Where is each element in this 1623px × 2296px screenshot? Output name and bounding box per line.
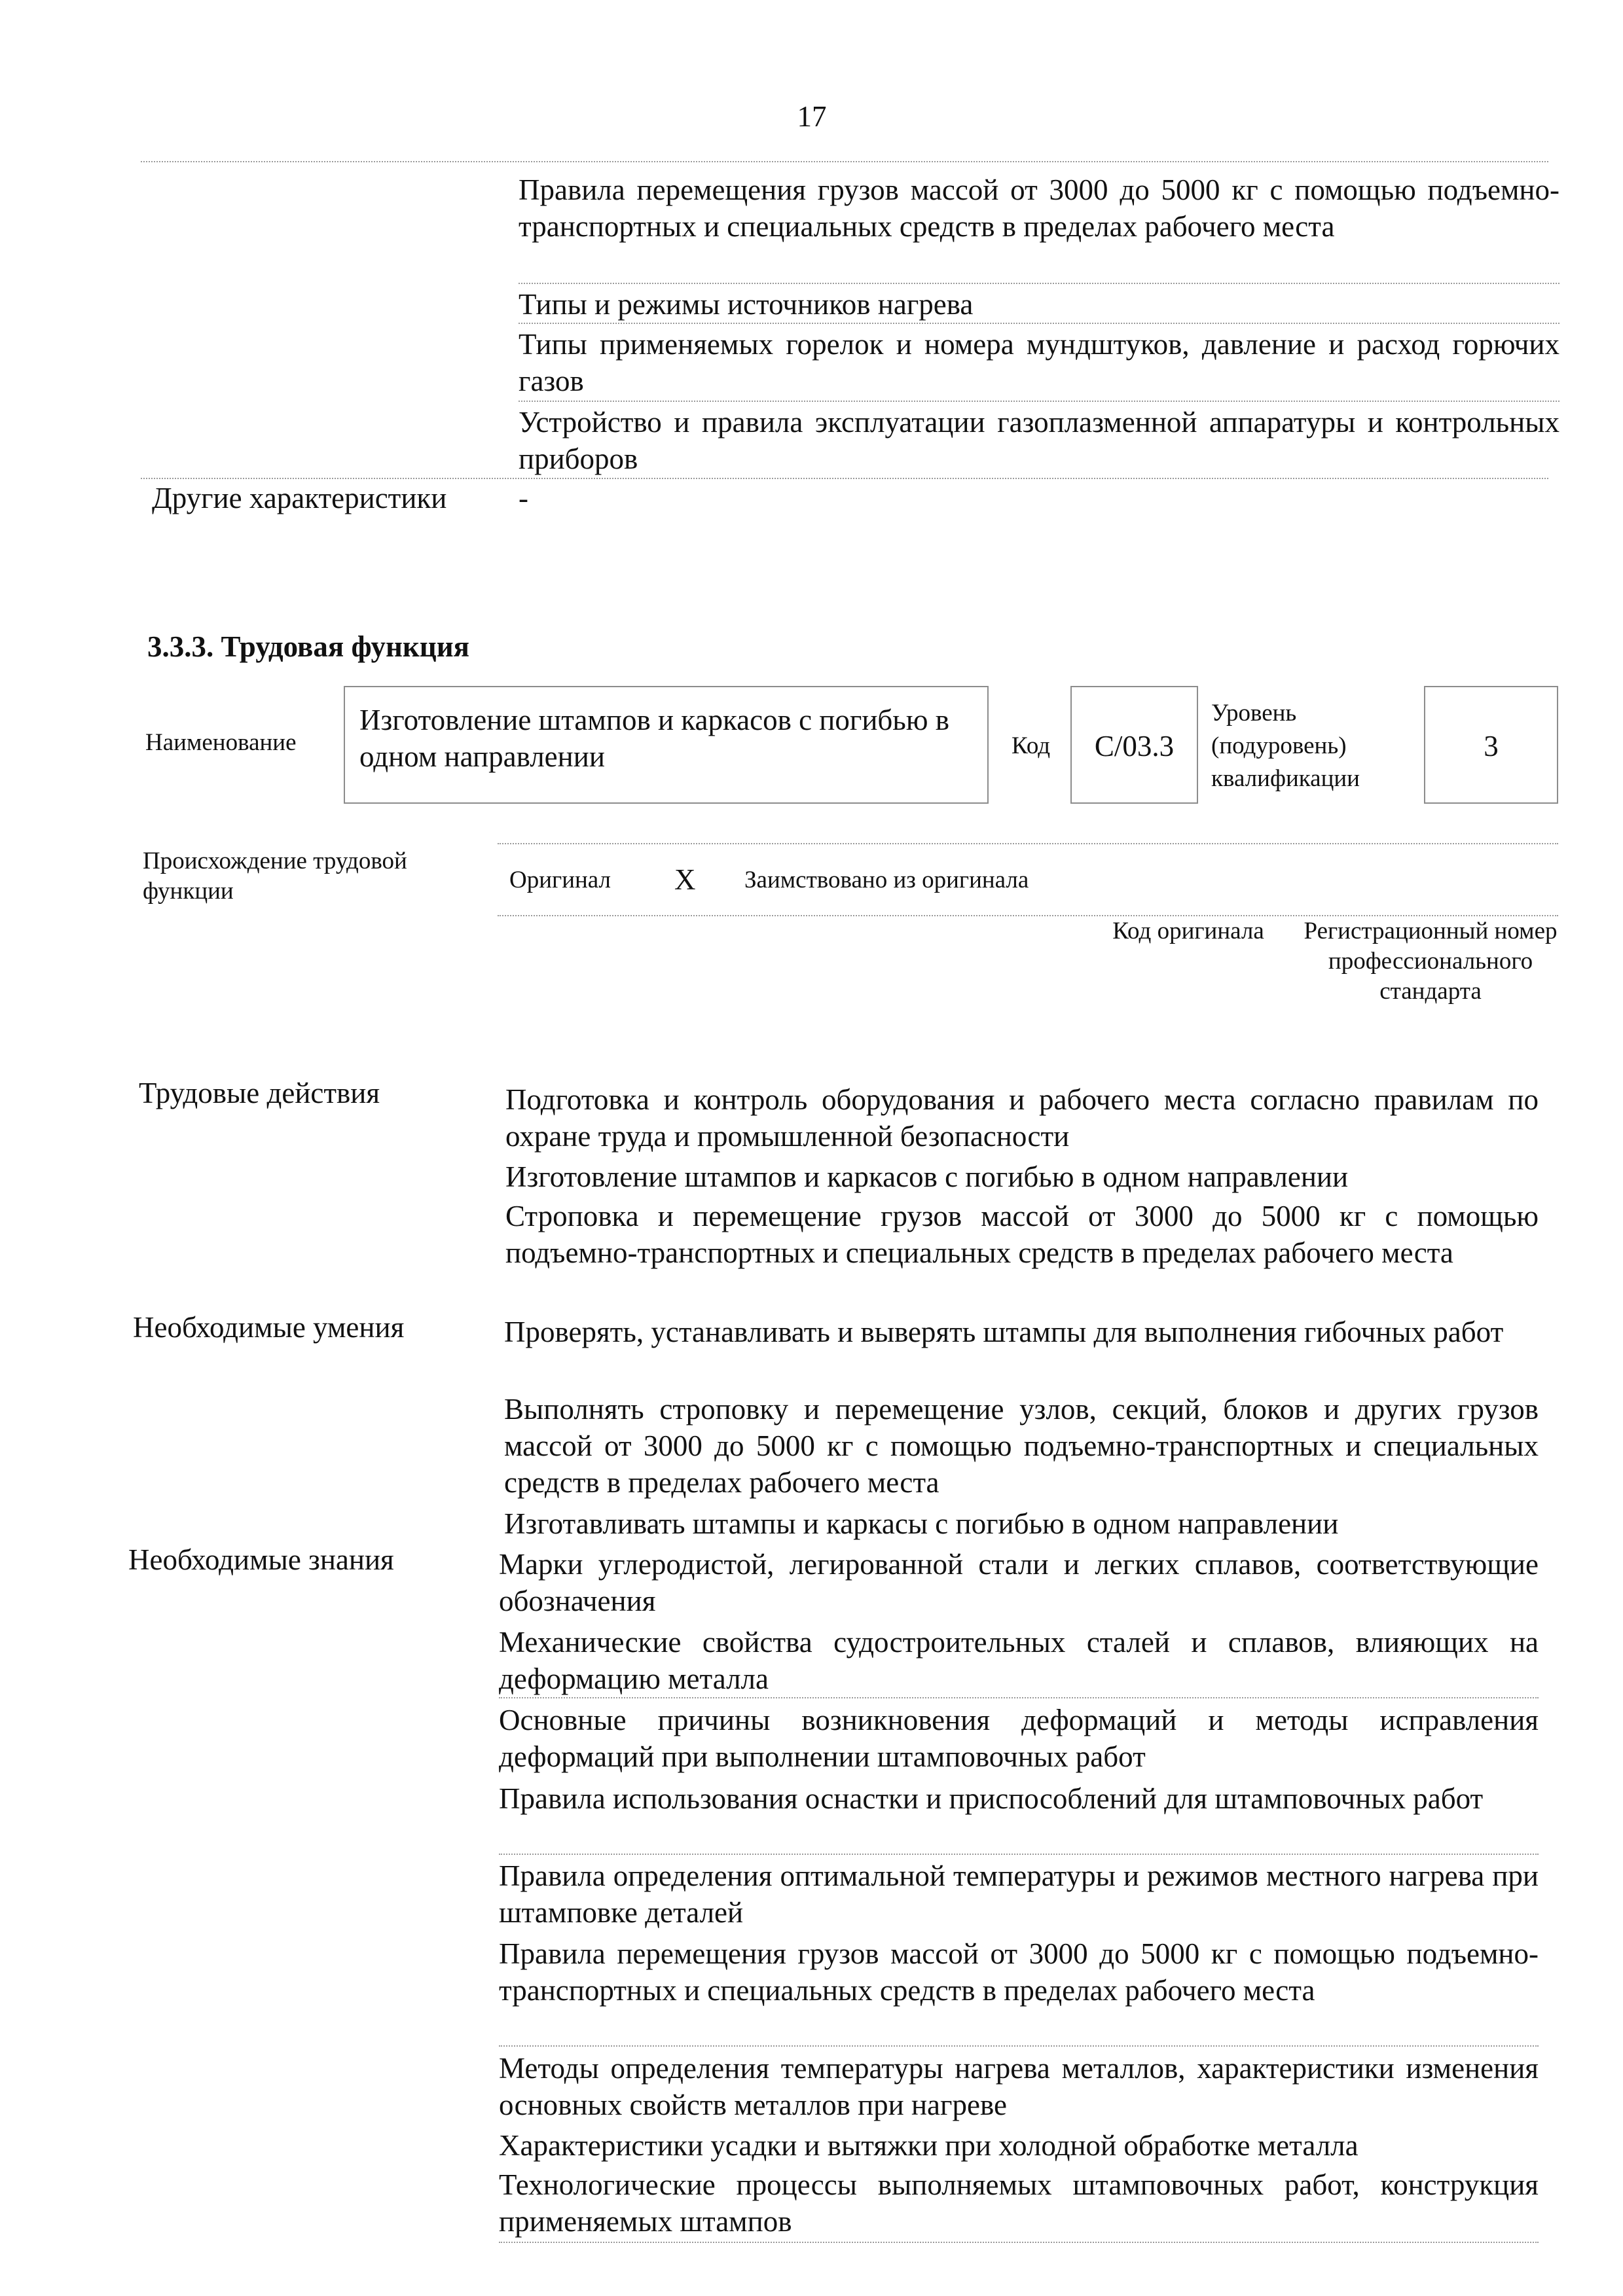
code-box — [1070, 686, 1198, 804]
origin-label: Происхождение трудовой функции — [143, 848, 407, 905]
knowledge-item: Характеристики усадки и вытяжки при холодной обработке металла — [499, 2129, 1359, 2162]
level-label: Уровень (подуровень) квалификации — [1211, 700, 1360, 792]
row-divider — [141, 478, 1548, 479]
page-number: 17 — [797, 100, 827, 133]
labor-actions-label: Трудовые действия — [139, 1077, 380, 1109]
qualification-level: 3 — [1484, 730, 1499, 762]
top-table-item: Типы применяемых горелок и номера мундштуков, давление и расход горючих газов — [519, 328, 1559, 397]
top-table-item: Устройство и правила эксплуатации газоплазменной аппаратуры и контрольных приборов — [519, 406, 1559, 475]
knowledge-item: Правила использования оснастки и приспособлений для штамповочных работ — [499, 1782, 1484, 1815]
knowledge-item: Правила перемещения грузов массой от 3000 до 5000 кг с помощью подъемно-транспортных и специальных средств в пределах рабочего места — [499, 1937, 1539, 2007]
labor-action-item: Изготовление штампов и каркасов с погибью в одном направлении — [505, 1160, 1349, 1193]
row-divider — [499, 1697, 1539, 1698]
knowledge-item: Марки углеродистой, легированной стали и легких сплавов, соответствующие обозначения — [499, 1548, 1539, 1617]
knowledge-item: Методы определения температуры нагрева металлов, характеристики изменения основных свойств металлов при нагреве — [499, 2052, 1539, 2121]
row-divider — [519, 283, 1559, 284]
reg-number-label: Регистрационный номер профессионального стандарта — [1304, 918, 1558, 1005]
knowledge-item: Технологические процессы выполняемых штамповочных работ, конструкция применяемых штампов — [499, 2168, 1539, 2238]
row-divider — [519, 401, 1559, 402]
function-name: Изготовление штампов и каркасов с погибью в одном направлении — [359, 704, 949, 773]
code-label: Код — [1012, 732, 1051, 759]
origin-mark: X — [674, 863, 696, 896]
top-table-item: Правила перемещения грузов массой от 3000 до 5000 кг с помощью подъемно-транспортных и специальных средств в пределах рабочего места — [519, 173, 1559, 243]
knowledge-item: Механические свойства судостроительных сталей и сплавов, влияющих на деформацию металла — [499, 1626, 1539, 1695]
origin-original: Оригинал — [509, 867, 611, 893]
origin-borrowed: Заимствовано из оригинала — [744, 867, 1029, 893]
other-characteristics-label: Другие характеристики — [152, 482, 447, 514]
table-top-border — [141, 161, 1548, 162]
code-original-label: Код оригинала — [1112, 918, 1264, 944]
skill-item: Проверять, устанавливать и выверять штампы для выполнения гибочных работ — [504, 1316, 1504, 1348]
knowledge-item: Правила определения оптимальной температуры и режимов местного нагрева при штамповке деталей — [499, 1859, 1539, 1929]
level-box — [1424, 686, 1558, 804]
table-bottom-border — [499, 2242, 1539, 2243]
name-box — [344, 686, 989, 804]
skill-item: Изготавливать штампы и каркасы с погибью в одном направлении — [504, 1507, 1339, 1540]
labor-action-item: Подготовка и контроль оборудования и рабочего места согласно правилам по охране труда и промышленной безопасности — [505, 1083, 1539, 1153]
other-characteristics-value: - — [519, 482, 528, 514]
section-title: 3.3.3. Трудовая функция — [147, 630, 470, 663]
name-label: Наименование — [145, 729, 297, 756]
row-divider — [499, 2045, 1539, 2047]
origin-divider — [498, 843, 1558, 844]
function-code: С/03.3 — [1094, 730, 1175, 762]
skills-label: Необходимые умения — [133, 1311, 405, 1344]
row-divider — [499, 1854, 1539, 1855]
labor-action-item: Строповка и перемещение грузов массой от 3000 до 5000 кг с помощью подъемно-транспортных и специальных средств в пределах рабочего места — [505, 1200, 1539, 1269]
knowledge-item: Основные причины возникновения деформаций и методы исправления деформаций при выполнении штамповочных работ — [499, 1704, 1539, 1773]
skill-item: Выполнять строповку и перемещение узлов, секций, блоков и других грузов массой от 3000 до 5000 кг с помощью подъемно-транспортных и специальных средств в пределах рабочего места — [504, 1393, 1539, 1499]
row-divider — [519, 323, 1559, 324]
knowledge-label: Необходимые знания — [128, 1543, 394, 1576]
top-table-item: Типы и режимы источников нагрева — [519, 288, 974, 321]
